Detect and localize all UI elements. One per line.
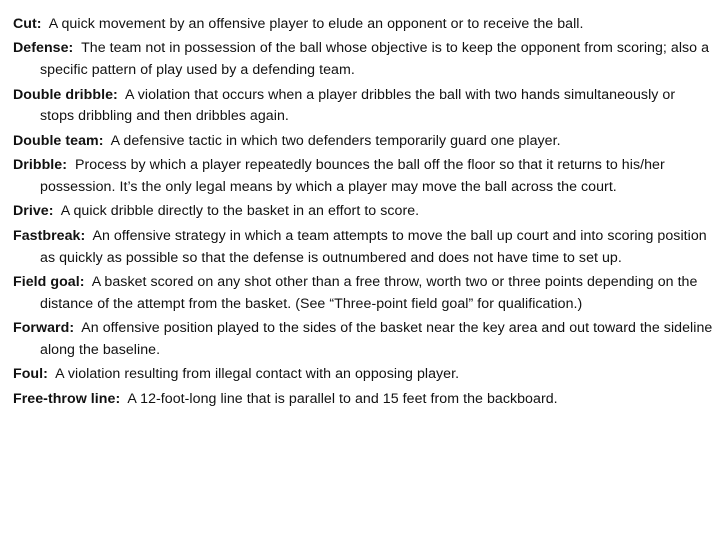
glossary-entry-double-dribble <box>13 85 713 129</box>
glossary-entry-foul <box>13 364 713 386</box>
glossary-definition: A violation that occurs when a player dribbles the ball with two hands simultaneously or stops dribbling and then dribbles again. <box>40 86 676 125</box>
glossary-term: Field goal: <box>13 273 85 290</box>
glossary-term: Drive: <box>13 203 54 220</box>
glossary-term: Cut: <box>13 16 42 32</box>
glossary-definition: A violation resulting from illegal contact with an opposing player. <box>55 366 460 383</box>
glossary-term: Fastbreak: <box>13 227 86 244</box>
glossary-definition: The team not in possession of the ball whose objective is to keep the opponent from scoring; also a specific pattern of play used by a defending team. <box>40 40 710 79</box>
glossary-entry-drive <box>13 201 713 223</box>
glossary-term: Defense: <box>13 40 74 57</box>
glossary-definition: Process by which a player repeatedly bounces the ball off the floor so that it returns to his/her possession. It’s the only legal means by which a player may move the ball across the court. <box>40 157 665 195</box>
glossary-term: Foul: <box>13 366 48 383</box>
glossary-entry-free-throw-line <box>13 389 713 411</box>
glossary-definition: A defensive tactic in which two defenders temporarily guard one player. <box>110 132 561 149</box>
glossary-definition: An offensive position played to the sides of the basket near the key area and out toward the sideline along the baseline. <box>40 320 713 358</box>
glossary-term: Free-throw line: <box>13 390 121 407</box>
glossary-term: Double dribble: <box>13 86 118 103</box>
glossary-entry-field-goal <box>13 272 713 316</box>
glossary-entry-forward <box>13 318 713 362</box>
glossary-term: Forward: <box>13 320 75 337</box>
glossary-definition: A quick movement by an offensive player to elude an opponent or to receive the ball. <box>48 16 584 32</box>
glossary-definition: A basket scored on any shot other than a free throw, worth two or three points depending on the distance of the attempt from the basket. (See “Three-point field goal” for qualification.) <box>40 273 698 312</box>
glossary-definition: A quick dribble directly to the basket in an effort to score. <box>60 203 420 220</box>
glossary-definition: A 12-foot-long line that is parallel to and 15 feet from the backboard. <box>127 390 558 407</box>
glossary-list <box>13 14 713 413</box>
glossary-entry-defense <box>13 38 713 82</box>
glossary-entry-cut <box>13 14 713 36</box>
glossary-term: Double team: <box>13 132 104 149</box>
glossary-entry-dribble <box>13 155 713 199</box>
glossary-entry-fastbreak <box>13 226 713 270</box>
glossary-term: Dribble: <box>13 157 67 174</box>
glossary-entry-double-team <box>13 131 713 153</box>
glossary-definition: An offensive strategy in which a team attempts to move the ball up court and into scoring position as quickly as possible so that the defense is outnumbered and does not have time to set up. <box>40 227 707 266</box>
